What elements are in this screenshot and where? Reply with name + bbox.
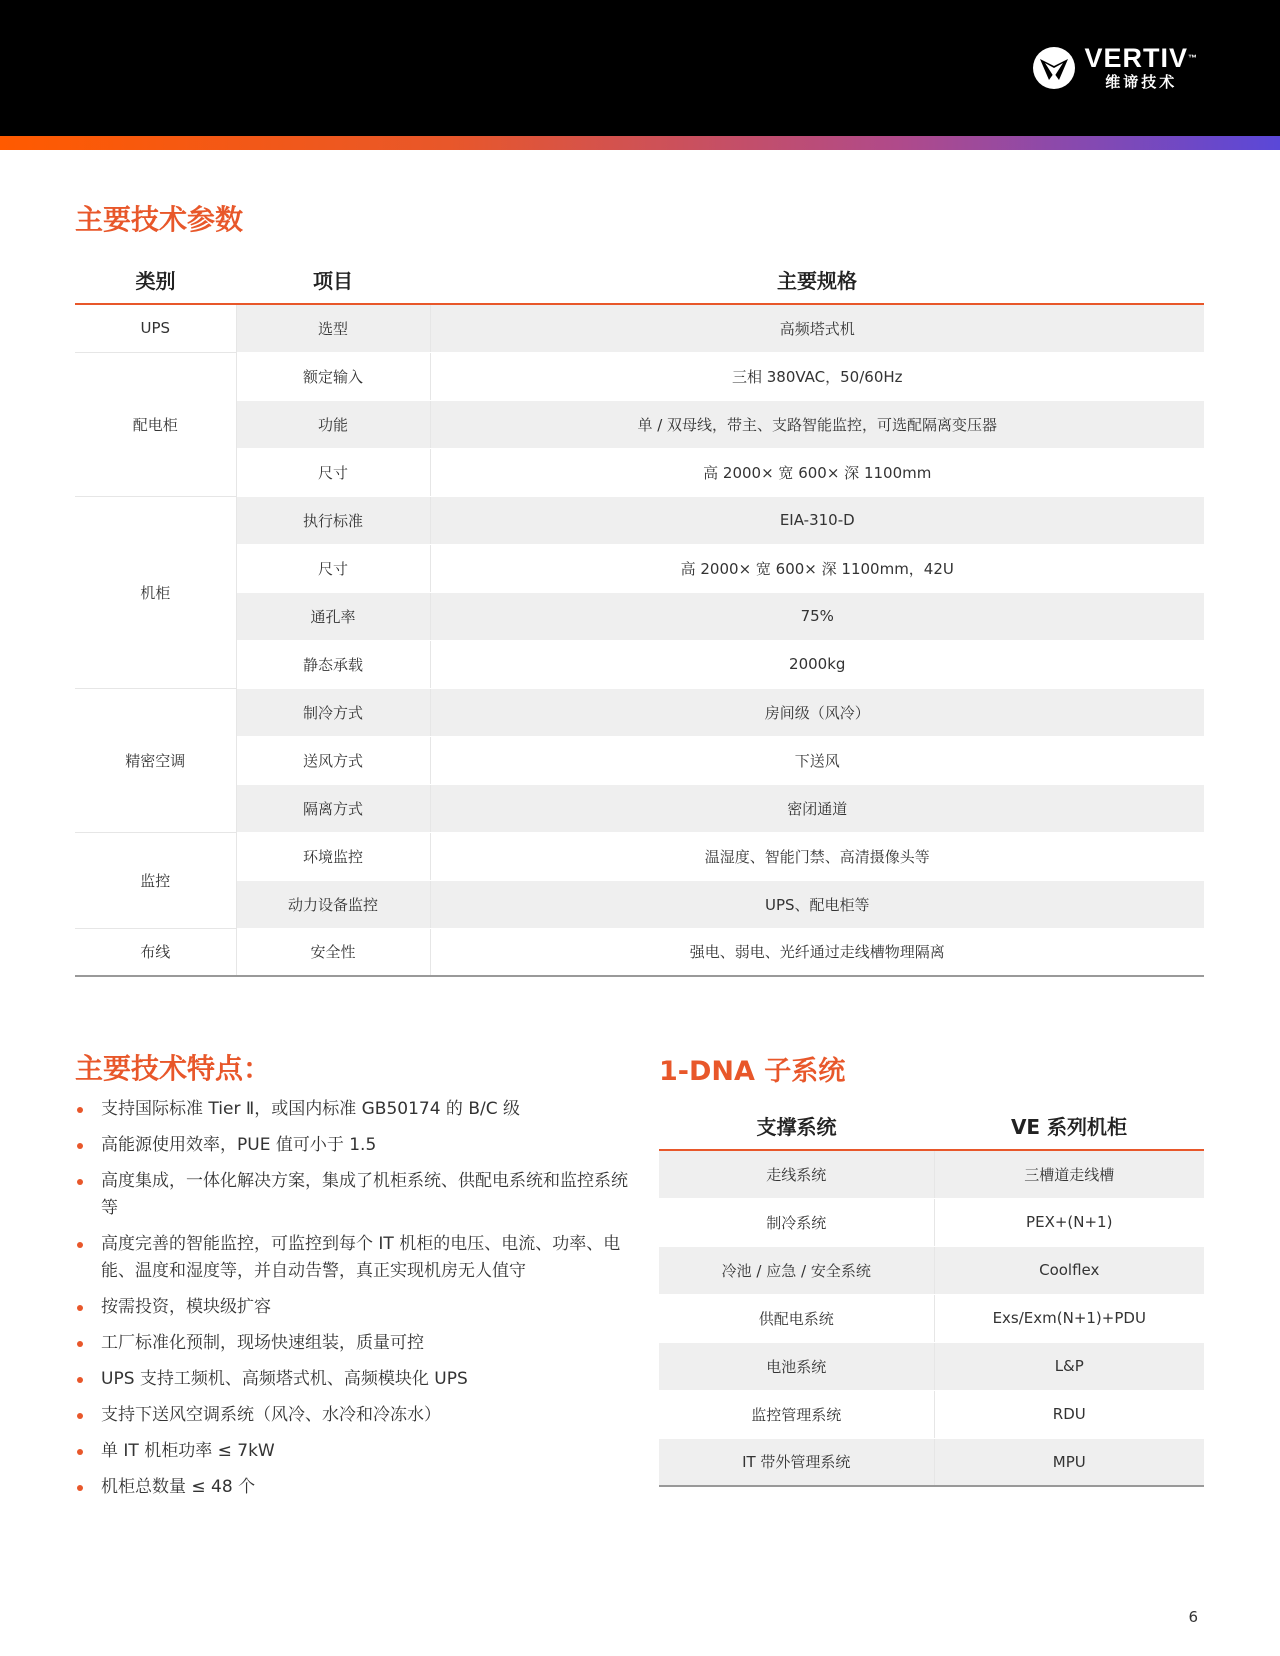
spec-item: 隔离方式 [236,784,430,832]
dna-system: 冷池 / 应急 / 安全系统 [659,1246,934,1294]
table-row [75,832,1204,880]
spec-category: 配电柜 [75,352,236,496]
spec-category: 精密空调 [75,688,236,832]
dna-col-ve: VE 系列机柜 [934,1102,1204,1150]
table-row [75,496,1204,544]
table-row [75,640,1204,688]
page-header [0,0,1280,136]
brand-tm: ™ [1188,53,1198,63]
spec-value: 密闭通道 [430,784,1204,832]
list-item: 机柜总数量 ≤ 48 个 [75,1474,635,1501]
table-row [75,736,1204,784]
specs-table [75,256,1204,977]
specs-col-spec: 主要规格 [430,256,1204,304]
features-list [75,1096,635,1510]
spec-value: 强电、弱电、光纤通过走线槽物理隔离 [430,928,1204,976]
spec-item: 制冷方式 [236,688,430,736]
spec-value: 温湿度、智能门禁、高清摄像头等 [430,832,1204,880]
spec-value: 高 2000× 宽 600× 深 1100mm [430,448,1204,496]
specs-col-item: 项目 [236,256,430,304]
spec-category: UPS [75,304,236,352]
vertiv-logo [1032,44,1198,92]
spec-category: 监控 [75,832,236,928]
dna-col-system: 支撑系统 [659,1102,934,1150]
table-row [75,448,1204,496]
table-row [659,1438,1204,1486]
dna-system: 供配电系统 [659,1294,934,1342]
dna-system: 监控管理系统 [659,1390,934,1438]
header-gradient-bar [0,136,1280,150]
spec-value: 单 / 双母线，带主、支路智能监控，可选配隔离变压器 [430,400,1204,448]
dna-value: L&P [934,1342,1204,1390]
brand-name-cn: 维谛技术 [1105,73,1178,91]
dna-value: Coolflex [934,1246,1204,1294]
spec-value: EIA-310-D [430,496,1204,544]
table-row [75,544,1204,592]
list-item: 支持下送风空调系统（风冷、水冷和冷冻水） [75,1402,635,1429]
spec-item: 送风方式 [236,736,430,784]
list-item: 高能源使用效率，PUE 值可小于 1.5 [75,1132,635,1159]
spec-value: 三相 380VAC，50/60Hz [430,352,1204,400]
features-title: 主要技术特点： [75,1052,272,1085]
table-row [659,1294,1204,1342]
spec-item: 通孔率 [236,592,430,640]
spec-value: 高 2000× 宽 600× 深 1100mm，42U [430,544,1204,592]
spec-value: 2000kg [430,640,1204,688]
spec-item: 静态承载 [236,640,430,688]
list-item: 高度完善的智能监控，可监控到每个 IT 机柜的电压、电流、功率、电能、温度和湿度等，并自动告警，真正实现机房无人值守 [75,1231,635,1285]
list-item: 单 IT 机柜功率 ≤ 7kW [75,1438,635,1465]
dna-system: 制冷系统 [659,1198,934,1246]
table-row [75,928,1204,976]
spec-value: 75% [430,592,1204,640]
vertiv-mark-icon [1032,46,1076,90]
specs-col-category: 类别 [75,256,236,304]
dna-value: 三槽道走线槽 [934,1150,1204,1198]
list-item: 按需投资，模块级扩容 [75,1294,635,1321]
table-row [75,688,1204,736]
list-item: 支持国际标准 Tier Ⅱ，或国内标准 GB50174 的 B/C 级 [75,1096,635,1123]
table-row [75,400,1204,448]
spec-item: 功能 [236,400,430,448]
page-number: 6 [1188,1608,1198,1626]
spec-item: 安全性 [236,928,430,976]
spec-item: 环境监控 [236,832,430,880]
list-item: UPS 支持工频机、高频塔式机、高频模块化 UPS [75,1366,635,1393]
dna-value: Exs/Exm(N+1)+PDU [934,1294,1204,1342]
table-row [75,784,1204,832]
spec-item: 额定输入 [236,352,430,400]
spec-item: 动力设备监控 [236,880,430,928]
dna-system: IT 带外管理系统 [659,1438,934,1486]
dna-value: RDU [934,1390,1204,1438]
spec-value: UPS、配电柜等 [430,880,1204,928]
spec-category: 布线 [75,928,236,976]
dna-system: 电池系统 [659,1342,934,1390]
table-row [659,1342,1204,1390]
specs-title: 主要技术参数 [75,203,244,236]
list-item: 工厂标准化预制，现场快速组装，质量可控 [75,1330,635,1357]
table-row [75,304,1204,352]
table-row [659,1198,1204,1246]
table-row [75,880,1204,928]
dna-title: 1-DNA 子系统 [659,1056,846,1087]
spec-item: 执行标准 [236,496,430,544]
dna-value: MPU [934,1438,1204,1486]
table-row [75,592,1204,640]
list-item: 高度集成，一体化解决方案，集成了机柜系统、供配电系统和监控系统等 [75,1168,635,1222]
spec-value: 房间级（风冷） [430,688,1204,736]
table-row [659,1390,1204,1438]
spec-item: 尺寸 [236,448,430,496]
spec-item: 选型 [236,304,430,352]
dna-system: 走线系统 [659,1150,934,1198]
brand-name: VERTIV [1084,43,1188,73]
spec-value: 高频塔式机 [430,304,1204,352]
table-row [659,1246,1204,1294]
dna-value: PEX+(N+1) [934,1198,1204,1246]
spec-category: 机柜 [75,496,236,688]
table-row [659,1150,1204,1198]
spec-item: 尺寸 [236,544,430,592]
dna-table [659,1102,1204,1487]
spec-value: 下送风 [430,736,1204,784]
table-row [75,352,1204,400]
